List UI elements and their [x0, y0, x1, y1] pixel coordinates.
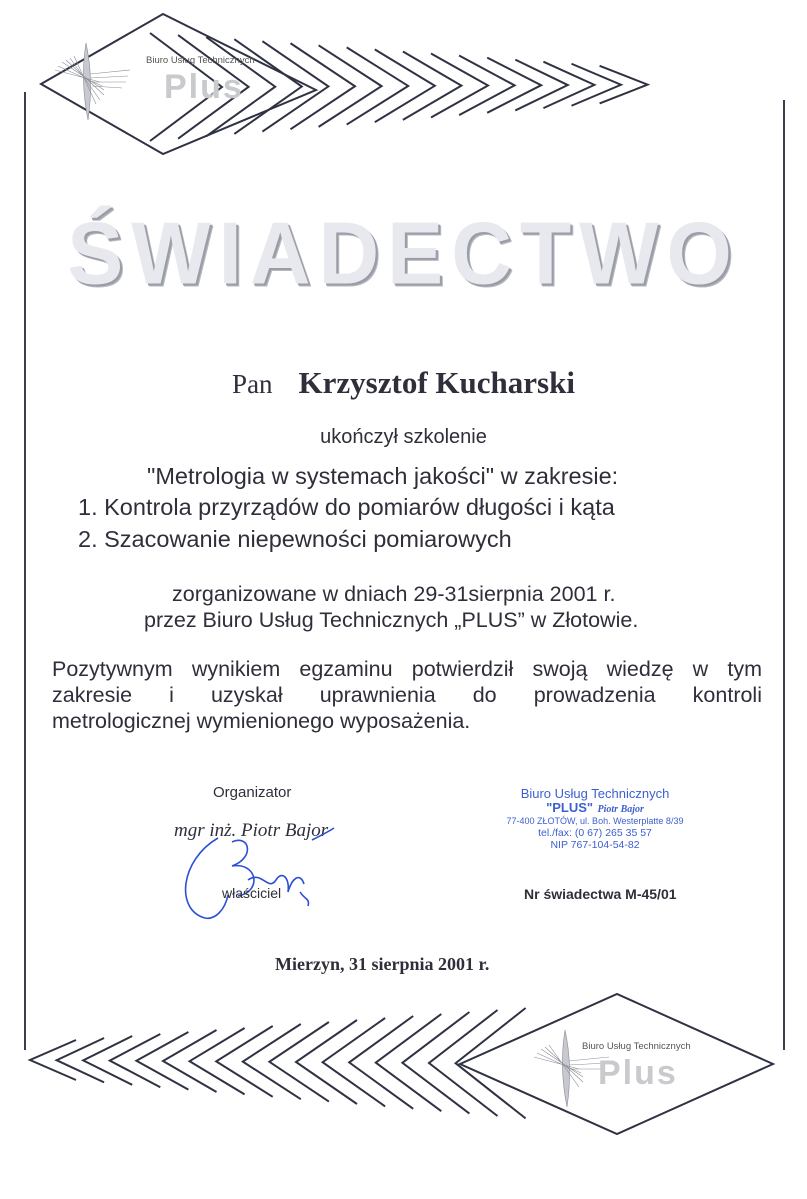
chevron	[262, 41, 328, 131]
chevron	[600, 66, 648, 104]
chevron	[296, 1020, 357, 1104]
topic-2: 2. Szacowanie niepewności pomiarowych	[78, 526, 512, 552]
certificate-title: ŚWIADECTWO	[67, 203, 740, 303]
completed-text: ukończył szkolenie	[320, 426, 487, 448]
chevron	[349, 1016, 413, 1109]
bottom-logo-brand: Plus	[598, 1054, 678, 1092]
topic-1: 1. Kontrola przyrządów do pomiarów długości i kąta	[78, 494, 615, 520]
salutation: Pan	[232, 369, 273, 399]
organizer-label: Organizator	[213, 784, 292, 801]
organizer-line: przez Biuro Usług Technicznych „PLUS” w Złotowie.	[144, 608, 639, 632]
chevron	[376, 1014, 442, 1111]
chevron	[323, 1018, 386, 1106]
chevron	[402, 1012, 469, 1114]
place-date: Mierzyn, 31 sierpnia 2001 r.	[275, 954, 490, 974]
stamp-brand: "PLUS"	[546, 800, 594, 815]
top-logo-company-text: Biuro Usług Technicznych	[146, 55, 255, 66]
course-line: "Metrologia w systemach jakości" w zakresie:	[147, 463, 619, 489]
signer-title: właściciel	[222, 885, 282, 901]
result-paragraph	[52, 656, 762, 734]
stamp-line-1: Biuro Usług Technicznych	[520, 786, 670, 801]
chevron	[136, 1032, 188, 1090]
chevron	[216, 1026, 273, 1097]
result-line-2: zakresie i uzyskał uprawnienia do prowadzenia kontroli	[52, 683, 762, 707]
chevron	[375, 49, 435, 122]
organized-line: zorganizowane w dniach 29-31sierpnia 2001 r.	[172, 582, 616, 606]
chevron	[243, 1024, 301, 1099]
chevron	[110, 1034, 161, 1087]
recipient-line	[0, 365, 807, 401]
top-banner	[0, 0, 807, 170]
chevron	[269, 1022, 329, 1102]
bottom-logo-company-text: Biuro Usług Technicznych	[582, 1041, 691, 1052]
chevron	[30, 1040, 76, 1080]
stamp-line-5: NIP 767-104-54-82	[550, 839, 640, 851]
chevron	[190, 1028, 245, 1094]
result-line-3: metrologicznej wymienionego wyposażenia.	[52, 709, 471, 733]
chevron	[57, 1038, 105, 1082]
chevron	[456, 1008, 526, 1118]
company-stamp	[485, 786, 705, 851]
stamp-owner: Piotr Bajor	[597, 804, 644, 815]
chevron	[403, 51, 462, 119]
chevron	[163, 1030, 217, 1092]
chevron	[83, 1036, 132, 1085]
bottom-chevrons	[30, 1008, 526, 1118]
result-line-1: Pozytywnym wynikiem egzaminu potwierdził swoją wiedzę w tym	[52, 657, 762, 681]
chevron	[429, 1010, 498, 1116]
stamp-line-2	[485, 801, 705, 816]
top-logo-brand: Plus	[164, 68, 244, 106]
stamp-line-3: 77-400 ZŁOTÓW, ul. Boh. Westerplatte 8/39	[506, 816, 684, 826]
certificate-number: Nr świadectwa M-45/01	[524, 886, 677, 902]
stamp-line-4: tel./fax: (0 67) 265 35 57	[538, 827, 652, 839]
recipient-name: Krzysztof Kucharski	[298, 365, 575, 400]
signer-name: mgr inż. Piotr Bajor	[174, 820, 329, 841]
